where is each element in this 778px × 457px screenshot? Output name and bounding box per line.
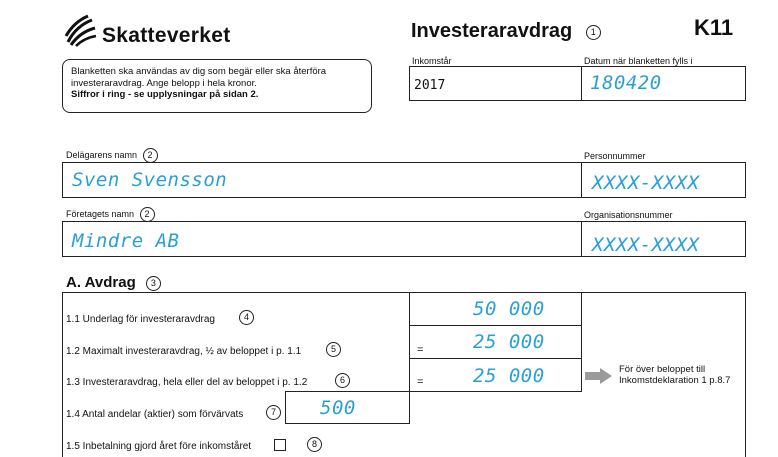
- row-1-2-prefix: =: [417, 344, 424, 356]
- row-1-4-value[interactable]: 500: [320, 397, 356, 419]
- form-code: K11: [694, 15, 734, 40]
- row-divider-1: [409, 325, 582, 326]
- row-1-3-label: [66, 377, 307, 388]
- personnummer-label: Personnummer: [584, 151, 646, 161]
- amount-column-left-line: [409, 292, 410, 392]
- ref-circle: 4: [239, 310, 254, 325]
- row-label-text: 1.5 Inbetalning gjord året före inkomståret: [66, 441, 252, 452]
- ref-circle: 3: [146, 276, 161, 291]
- row-label-text: 1.1 Underlag för investeraravdrag: [66, 314, 215, 325]
- ref-circle: 1: [586, 25, 601, 40]
- delagare-value: Sven Svensson: [72, 169, 228, 191]
- row-label-text: 1.3 Investeraravdrag, hela eller del av beloppet i p. 1.2: [66, 377, 308, 388]
- arrow-note-line-1: För över beloppet till: [619, 364, 706, 375]
- row-label-text: 1.2 Maximalt investeraravdrag, ½ av beloppet i p. 1.1: [66, 346, 302, 357]
- info-line-3: Siffror i ring - se upplysningar på sidan 2.: [71, 89, 259, 100]
- row-divider-2: [409, 358, 582, 359]
- row-label-text: 1.4 Antal andelar (aktier) som förvärvats: [66, 409, 244, 420]
- arrow-note: [619, 364, 730, 386]
- personnummer-divider: [581, 162, 582, 198]
- info-line-1: Blanketten ska användas av dig som begär eller ska återföra: [71, 66, 327, 77]
- logo-text: Skatteverket: [102, 24, 231, 47]
- row-1-3-prefix: =: [417, 376, 424, 388]
- logo-icon: [62, 12, 98, 48]
- skatteverket-logo: [62, 12, 242, 52]
- ref-circle: 2: [140, 207, 155, 222]
- arrow-note-line-2: Inkomstdeklaration 1 p.8.7: [619, 375, 731, 386]
- ref-circle: 8: [307, 437, 322, 452]
- info-line-2: investeraravdrag. Ange belopp i hela kronor.: [71, 77, 257, 89]
- orgnr-divider: [581, 221, 582, 257]
- section-a-title: A. Avdrag: [66, 274, 136, 291]
- row-1-1-label: [66, 314, 215, 325]
- row-1-4-label: [66, 409, 243, 420]
- ref-circle: 2: [143, 148, 158, 163]
- row-1-5-label: [66, 441, 251, 452]
- orgnr-value: XXXX-XXXX: [592, 234, 700, 256]
- amount-column-right-line: [581, 292, 582, 392]
- datum-label: Datum när blanketten fylls i: [584, 56, 693, 66]
- row-1-2-value[interactable]: 25 000: [473, 331, 545, 353]
- form-title: [411, 20, 601, 43]
- datum-divider: [581, 66, 582, 101]
- ref-circle: 7: [266, 405, 281, 420]
- section-a-heading: [66, 274, 161, 291]
- arrow-right-icon: [585, 368, 613, 384]
- inkomstar-value: 2017: [414, 78, 446, 93]
- delagare-label: [66, 148, 158, 163]
- delagare-label-text: Delägarens namn: [66, 149, 138, 160]
- antal-box-bottom-line: [285, 423, 410, 424]
- row-divider-3: [285, 391, 582, 392]
- row-1-2-label: [66, 346, 301, 357]
- row-1-1-value[interactable]: 50 000: [473, 298, 545, 320]
- ref-circle: 6: [335, 373, 350, 388]
- inkomstar-field[interactable]: [409, 66, 746, 101]
- foretag-label: [66, 207, 155, 222]
- foretag-value: Mindre AB: [72, 230, 180, 252]
- foretag-label-text: Företagets namn: [66, 208, 135, 219]
- inbetalning-checkbox[interactable]: [274, 439, 286, 451]
- personnummer-value: XXXX-XXXX: [592, 172, 700, 194]
- ref-circle: 5: [326, 342, 341, 357]
- title-text: Investeraravdrag: [411, 20, 573, 42]
- datum-value: 180420: [590, 72, 662, 94]
- inkomstar-label: Inkomstår: [412, 56, 452, 66]
- antal-box-left-line: [285, 391, 286, 424]
- info-box: [62, 59, 372, 113]
- row-1-3-value[interactable]: 25 000: [473, 365, 545, 387]
- orgnr-label: Organisationsnummer: [584, 210, 673, 220]
- antal-box-right-line: [409, 391, 410, 424]
